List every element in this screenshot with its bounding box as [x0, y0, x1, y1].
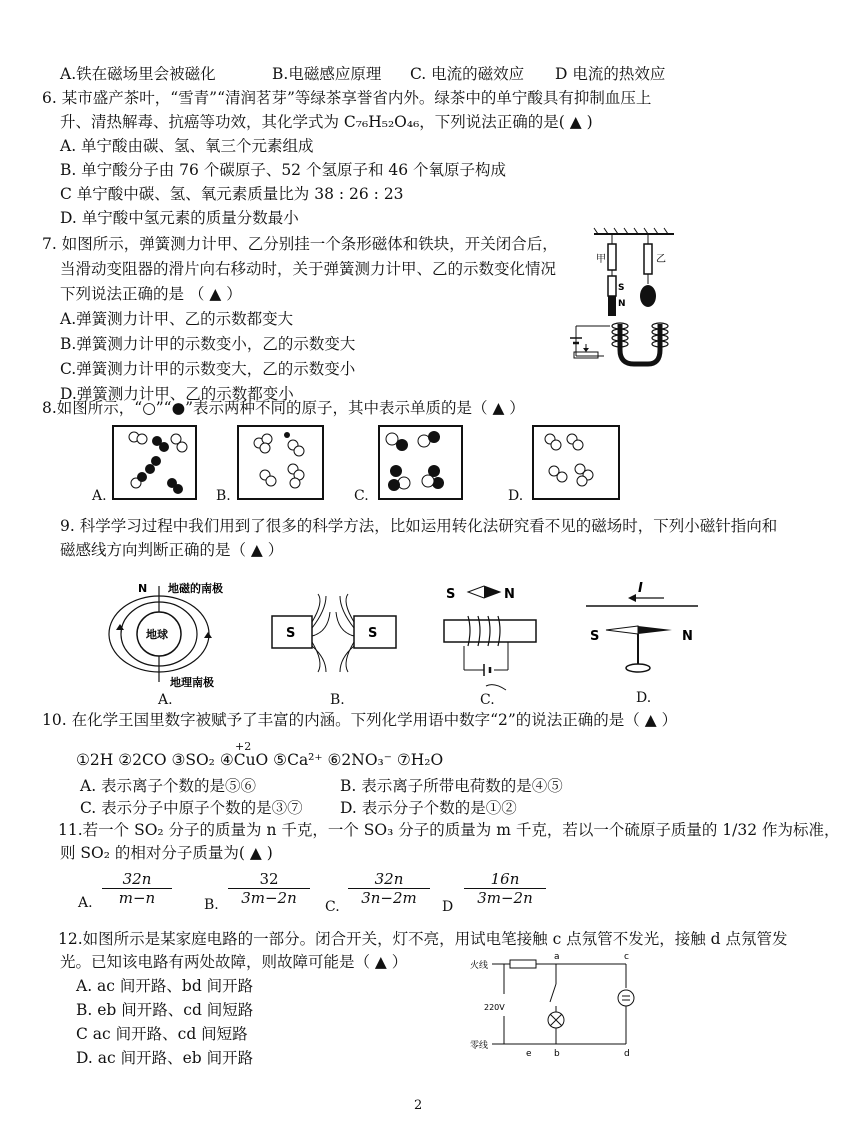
q9-label-b: B.	[330, 692, 345, 708]
q5-option-b: B.电磁感应原理	[272, 65, 382, 83]
q9-label-a: A.	[158, 692, 173, 708]
q11-d-denominator: 3m−2n	[477, 889, 533, 907]
q11-stem-line1: 11.若一个 SO₂ 分子的质量为 n 千克，一个 SO₃ 分子的质量为 m 千克，若以一个硫原子质量的 1/32 作为标准，	[58, 821, 840, 839]
q7-option-a: A.弹簧测力计甲、乙的示数都变大	[60, 310, 294, 328]
q8-label-a: A.	[92, 488, 107, 504]
q12-neutral-label: 零线	[470, 1041, 489, 1051]
q11-fraction-a	[102, 870, 172, 907]
q12-point-d: d	[624, 1049, 630, 1059]
q12-circuit-figure	[470, 950, 660, 1060]
q9-label-d: D.	[636, 690, 652, 706]
q12-live-label: 火线	[470, 961, 489, 971]
q7-magnet-s-label: S	[618, 283, 625, 293]
q8-stem: 8.如图所示，“○”“●”表示两种不同的原子，其中表示单质的是（ ▲ ）	[42, 399, 525, 417]
q5-option-a: A.铁在磁场里会被磁化	[60, 65, 216, 83]
q12-point-c: c	[624, 952, 629, 962]
q11-fraction-c	[348, 870, 430, 907]
q6-option-c: C 单宁酸中碳、氢、氧元素质量比为 38 : 26 : 23	[60, 185, 404, 203]
q11-c-denominator: 3n−2m	[361, 889, 417, 907]
q6-option-d: D. 单宁酸中氢元素的质量分数最小	[60, 209, 299, 227]
q9-figure-a-earth	[104, 578, 234, 693]
q7-yi-label: 乙	[656, 254, 666, 265]
q12-stem-line1: 12.如图所示是某家庭电路的一部分。闭合开关，灯不亮，用试电笔接触 c 点氖管不发光，接触 d 点氖管发	[58, 930, 788, 948]
q10-cuo-charge: +2	[235, 740, 252, 753]
q9-a-n-label: N	[138, 582, 148, 595]
q9-b-right-s: S	[368, 626, 378, 641]
q10-option-c: C. 表示分子中原子个数的是③⑦	[80, 799, 303, 817]
q12-option-a: A. ac 间开路、bd 间开路	[76, 977, 254, 995]
q7-stem-line1: 7. 如图所示，弹簧测力计甲、乙分别挂一个条形磁体和铁块，开关闭合后，	[42, 235, 558, 253]
q11-a-denominator: m−n	[118, 889, 156, 907]
q8-box-d	[532, 425, 620, 500]
q11-label-a: A.	[78, 895, 93, 911]
q6-option-a: A. 单宁酸由碳、氢、氧三个元素组成	[60, 137, 314, 155]
q7-jia-label: 甲	[596, 254, 606, 265]
q11-c-numerator: 32n	[348, 870, 430, 889]
q7-option-b: B.弹簧测力计甲的示数变小，乙的示数变大	[60, 335, 356, 353]
q11-b-denominator: 3m−2n	[241, 889, 297, 907]
q9-a-bottom-label: 地理南极	[170, 676, 214, 689]
q9-figure-b-magnets	[268, 592, 403, 677]
q10-items: ①2H ②2CO ③SO₂ ④CuO ⑤Ca²⁺ ⑥2NO₃⁻ ⑦H₂O	[76, 751, 444, 769]
q11-a-numerator: 32n	[102, 870, 172, 889]
q9-d-i-label: I	[638, 581, 643, 596]
q9-a-earth-label: 地球	[146, 628, 168, 641]
q5-option-d: D 电流的热效应	[555, 65, 666, 83]
q6-option-b: B. 单宁酸分子由 76 个碳原子、52 个氢原子和 46 个氧原子构成	[60, 161, 507, 179]
q6-stem-line2: 升、清热解毒、抗癌等功效，其化学式为 C₇₆H₅₂O₄₆，下列说法正确的是( ▲ )	[60, 113, 593, 131]
q12-option-c: C ac 间开路、cd 间短路	[76, 1025, 248, 1043]
q5-option-c: C. 电流的磁效应	[410, 65, 525, 83]
q9-c-n-label: N	[504, 587, 515, 602]
q7-magnet-n-label: N	[618, 299, 626, 309]
q9-c-s-label: S	[446, 587, 456, 602]
q12-point-b: b	[554, 1049, 560, 1059]
q7-stem-line2: 当滑动变阻器的滑片向右移动时，关于弹簧测力计甲、乙的示数变化情况	[60, 260, 557, 278]
page-number: 2	[414, 1098, 423, 1113]
q9-stem-line2: 磁感线方向判断正确的是（ ▲ ）	[60, 541, 284, 559]
q8-label-d: D.	[508, 488, 524, 504]
q12-point-a: a	[554, 952, 560, 962]
q7-stem-line3: 下列说法正确的是 （ ▲ ）	[60, 285, 242, 303]
q9-label-c: C.	[480, 692, 495, 708]
q9-b-left-s: S	[286, 626, 296, 641]
q11-stem-line2: 则 SO₂ 的相对分子质量为( ▲ )	[60, 844, 273, 862]
q10-option-b: B. 表示离子所带电荷数的是④⑤	[340, 777, 563, 795]
q8-label-c: C.	[354, 488, 369, 504]
q9-a-top-label: 地磁的南极	[168, 582, 223, 595]
q8-box-a	[112, 425, 197, 500]
q8-box-b	[237, 425, 324, 500]
q7-spring-scale-figure	[564, 226, 684, 376]
q11-b-numerator: 32	[228, 870, 310, 889]
q9-d-n-label: N	[682, 629, 693, 644]
q8-box-c	[378, 425, 463, 500]
q7-option-c: C.弹簧测力计甲的示数变大，乙的示数变小	[60, 360, 356, 378]
q12-stem-line2: 光。已知该电路有两处故障，则故障可能是（ ▲ ）	[60, 953, 408, 971]
q12-voltage-label: 220V	[484, 1003, 505, 1012]
q10-option-d: D. 表示分子个数的是①②	[340, 799, 517, 817]
q11-label-d: D	[442, 899, 454, 915]
q11-fraction-b	[228, 870, 310, 907]
q11-fraction-d	[464, 870, 546, 907]
q8-label-b: B.	[216, 488, 231, 504]
q11-d-numerator: 16n	[464, 870, 546, 889]
q7-option-d: D.弹簧测力计甲、乙的示数都变小	[60, 385, 294, 403]
q9-figure-c-solenoid	[440, 582, 550, 692]
q6-stem-line1: 6. 某市盛产茶叶，“雪青”“清润茗芽”等绿茶享誉省内外。绿茶中的单宁酸具有抑制血压上	[42, 89, 652, 107]
q12-option-b: B. eb 间开路、cd 间短路	[76, 1001, 254, 1019]
q9-d-s-label: S	[590, 629, 600, 644]
q10-stem: 10. 在化学王国里数字被赋予了丰富的内涵。下列化学用语中数字“2”的说法正确的是（ ▲ ）	[42, 711, 678, 729]
q12-option-d: D. ac 间开路、eb 间开路	[76, 1049, 254, 1067]
q10-option-a: A. 表示离子个数的是⑤⑥	[80, 777, 257, 795]
q11-label-c: C.	[325, 899, 340, 915]
q9-figure-d-wire	[582, 578, 702, 688]
q12-point-e: e	[526, 1049, 532, 1059]
q11-label-b: B.	[204, 897, 219, 913]
q9-stem-line1: 9. 科学学习过程中我们用到了很多的科学方法，比如运用转化法研究看不见的磁场时，下列小磁针指向和	[60, 517, 778, 535]
